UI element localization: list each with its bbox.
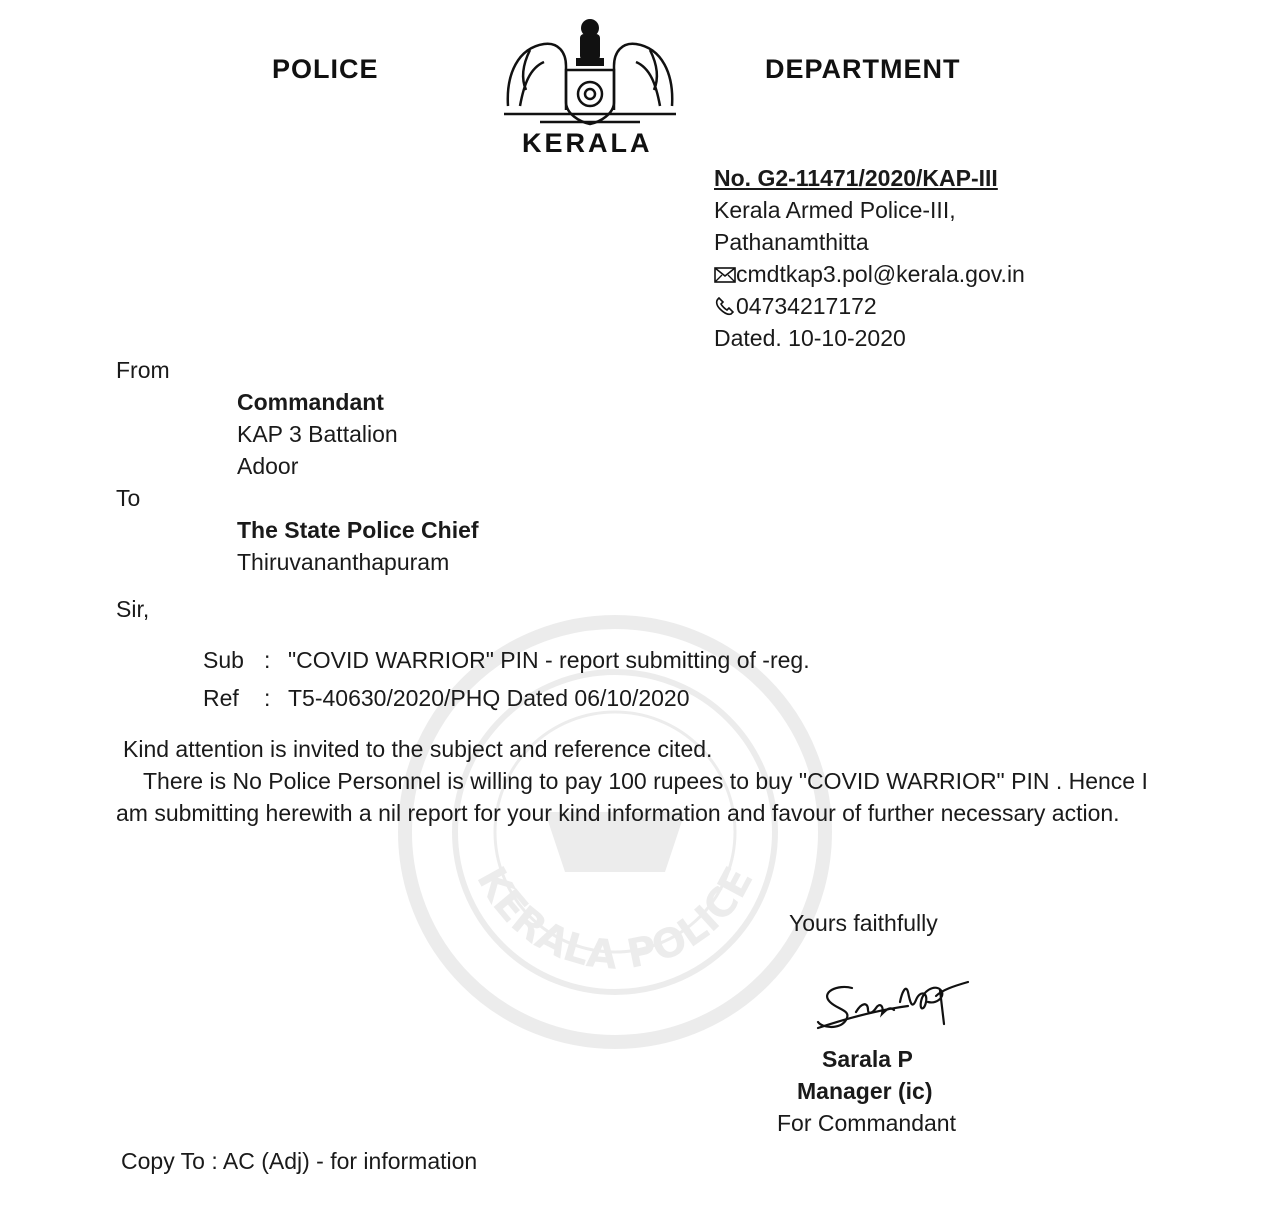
kerala-state-emblem-icon (500, 14, 680, 132)
letterhead-left-title: POLICE (272, 54, 379, 84)
letterhead-right-title: DEPARTMENT (765, 54, 961, 84)
signatory-name: Sarala P (822, 1046, 913, 1072)
office-phone-line (714, 290, 877, 322)
to-designation: The State Police Chief (237, 517, 479, 543)
subject-text: "COVID WARRIOR" PIN - report submitting of -reg. (288, 647, 810, 673)
copy-to: Copy To : AC (Adj) - for information (121, 1148, 478, 1174)
subject-separator: : (264, 647, 271, 673)
envelope-icon (714, 265, 736, 285)
signatory-designation: Manager (ic) (797, 1078, 933, 1104)
closing-yours-faithfully: Yours faithfully (789, 910, 938, 936)
letter-date: Dated. 10-10-2020 (714, 325, 906, 351)
emblem-caption: KERALA (522, 128, 653, 158)
from-line-1: KAP 3 Battalion (237, 421, 398, 447)
reference-number: No. G2-11471/2020/KAP-III (714, 165, 998, 191)
body-line-1: Kind attention is invited to the subject and reference cited. (123, 736, 713, 762)
kerala-police-seal-watermark (395, 612, 835, 1052)
to-line-1: Thiruvananthapuram (237, 549, 450, 575)
salutation: Sir, (116, 596, 150, 622)
office-unit: Kerala Armed Police-III, (714, 197, 956, 223)
reference-separator: : (264, 685, 271, 711)
to-label: To (116, 485, 141, 511)
signature-image (808, 962, 988, 1052)
from-designation: Commandant (237, 389, 384, 415)
reference-label: Ref (203, 685, 239, 711)
office-phone[interactable]: 04734217172 (736, 293, 877, 319)
body-paragraph: There is No Police Personnel is willing to pay 100 rupees to buy "COVID WARRIOR" PIN . Hence I am submitting herewith a nil report for your kind information and favour of further necessary action. (116, 768, 1148, 826)
svg-text:KERALA POLICE: KERALA POLICE (467, 859, 763, 979)
subject-label: Sub (203, 647, 244, 673)
signatory-for: For Commandant (777, 1110, 956, 1136)
office-email-line (714, 258, 1025, 290)
office-email[interactable]: cmdtkap3.pol@kerala.gov.in (736, 261, 1025, 287)
from-line-2: Adoor (237, 453, 299, 479)
phone-icon (714, 297, 736, 317)
office-place: Pathanamthitta (714, 229, 869, 255)
reference-text: T5-40630/2020/PHQ Dated 06/10/2020 (288, 685, 690, 711)
from-label: From (116, 357, 170, 383)
